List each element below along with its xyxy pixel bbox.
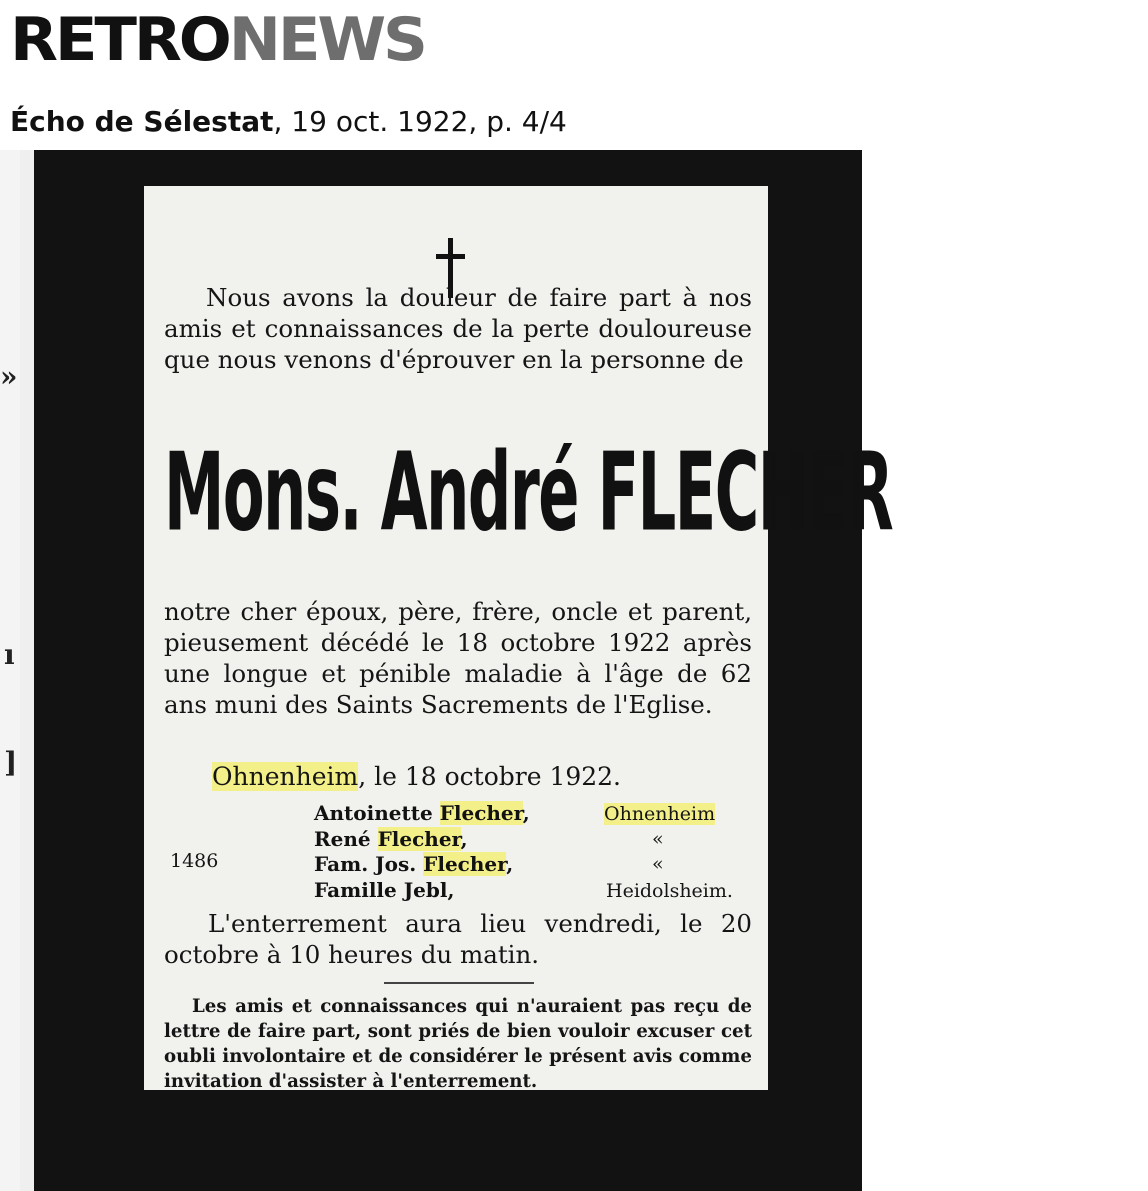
issue-details: , 19 oct. 1922, p. 4/4 [273, 105, 567, 138]
funeral-text: L'enterrement aura lieu vendredi, le 20 octobre à 10 heures du matin. [164, 909, 752, 969]
mourner-line [314, 851, 513, 877]
mourner-first: Fam. Jos. [314, 852, 424, 876]
opening-text: Nous avons la douleur de faire part à nos amis et connaissances de la perte douloureuse que nous venons d'éprouver en la personne de [164, 283, 752, 374]
mourner-suffix: , [460, 827, 468, 851]
border-top [34, 150, 862, 186]
search-highlight[interactable]: Flecher [423, 852, 507, 876]
mourner-line [314, 826, 468, 852]
deceased-name [164, 430, 893, 557]
search-highlight[interactable]: Flecher [439, 801, 523, 825]
source-citation [10, 102, 567, 142]
footer-note: Les amis et connaissances qui n'auraient pas reçu de lettre de faire part, sont priés de bien vouloir excuser cet oubli involontaire et de considérer le présent avis comme invitation d'assister à l'enterrement. [164, 996, 752, 1092]
mourner-line [314, 877, 454, 903]
search-highlight[interactable]: Flecher [377, 827, 461, 851]
mourner-first: Antoinette [314, 801, 440, 825]
mourner-first: Famille Jebl, [314, 878, 455, 902]
search-highlight[interactable]: Ohnenheim [604, 803, 716, 825]
mourner-suffix: , [522, 801, 530, 825]
logo-part-retro: RETRO [10, 5, 229, 75]
logo-part-news: NEWS [228, 5, 425, 75]
place-date-line [212, 760, 621, 794]
border-right [768, 186, 862, 1191]
deceased-name-text: Mons. André FLECHER [164, 430, 893, 557]
mourner-location: « [652, 853, 664, 875]
mourner-first: René [314, 827, 378, 851]
ad-number: 1486 [170, 850, 219, 872]
mourner-line [314, 800, 530, 826]
retronews-logo[interactable] [10, 2, 425, 78]
mourner-suffix: , [506, 852, 514, 876]
mourner-location: « [652, 828, 664, 850]
newspaper-title: Écho de Sélestat [10, 105, 274, 138]
mourner-location: Heidolsheim. [606, 880, 733, 902]
newspaper-clipping [0, 150, 893, 1191]
description-text: notre cher époux, père, frère, oncle et parent, pieusement décédé le 18 octobre 1922 après une longue et pénible maladie à l'âge de 62 ans muni des Saints Sacrements de l'Eglise. [164, 597, 752, 719]
obituary-notice [144, 186, 893, 1092]
adjacent-column-fragment: » ı ] [0, 150, 20, 1191]
border-bottom [34, 1090, 862, 1191]
mourner-location [604, 801, 715, 827]
border-left [34, 186, 144, 1191]
search-highlight[interactable]: Ohnenheim [212, 762, 359, 791]
date-text: , le 18 octobre 1922. [358, 762, 622, 791]
divider [384, 982, 534, 984]
